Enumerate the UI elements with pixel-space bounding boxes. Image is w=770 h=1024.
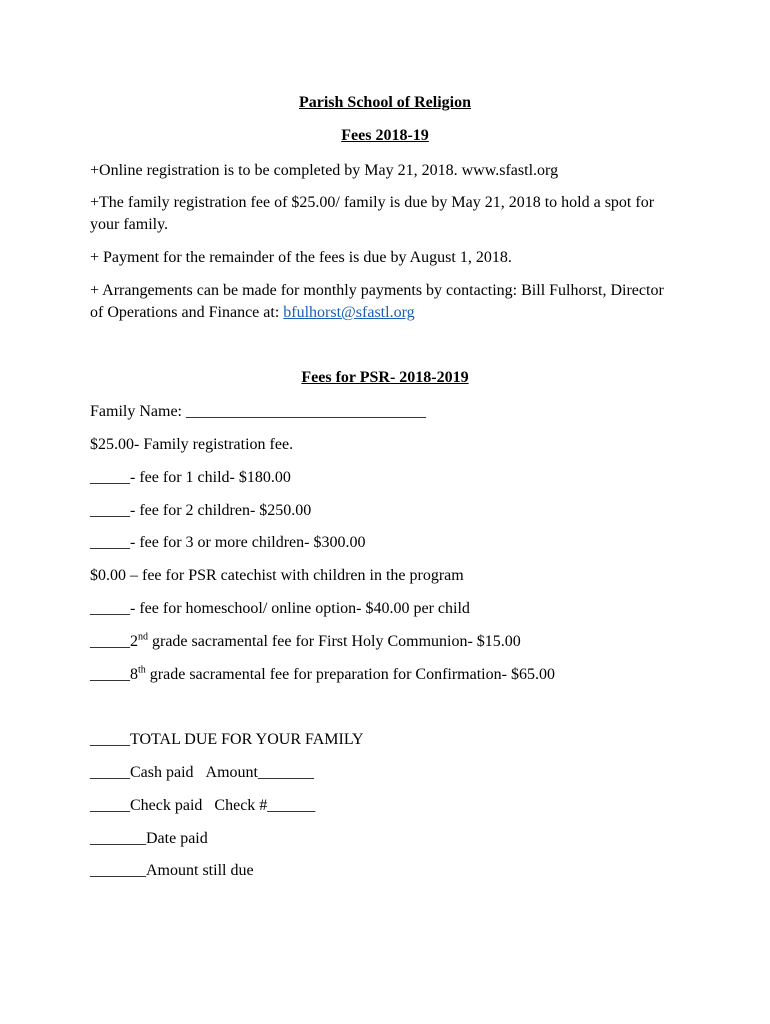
fees-section-title: Fees for PSR- 2018-2019 [301, 369, 469, 386]
fee-three-children: _____- fee for 3 or more children- $300.00 [90, 534, 366, 551]
info-arrangements-text: + Arrangements can be made for monthly payments by contacting: Bill Fulhorst, Director of Operations and Finance at: [90, 282, 664, 321]
info-registration-fee: +The family registration fee of $25.00/ family is due by May 21, 2018 to hold a spot for your family. [90, 194, 655, 233]
date-paid: _______Date paid [90, 830, 208, 847]
amount-still-due: _______Amount still due [90, 862, 254, 879]
cash-paid-row [90, 762, 690, 784]
confirmation-blank: _____8 [90, 666, 138, 683]
document-subtitle: Fees 2018-19 [341, 127, 429, 144]
check-paid-row [90, 795, 690, 817]
fee-confirmation [90, 664, 690, 686]
first-communion-blank: _____2 [90, 633, 138, 650]
info-online-registration: +Online registration is to be completed by May 21, 2018. www.sfastl.org [90, 162, 559, 179]
check-number-label: Check #______ [214, 797, 316, 814]
family-name-field: Family Name: ______________________________ [90, 403, 426, 420]
fee-first-communion [90, 631, 690, 653]
fee-two-children: _____- fee for 2 children- $250.00 [90, 502, 312, 519]
document-title: Parish School of Religion [298, 94, 471, 111]
first-communion-text: grade sacramental fee for First Holy Communion- $15.00 [148, 633, 521, 650]
first-communion-superscript: nd [138, 631, 148, 643]
fee-family-registration: $25.00- Family registration fee. [90, 436, 294, 453]
fee-homeschool: _____- fee for homeschool/ online option- $40.00 per child [90, 600, 470, 617]
cash-paid-label: _____Cash paid [90, 764, 194, 781]
confirmation-text: grade sacramental fee for preparation for Confirmation- $65.00 [145, 666, 555, 683]
cash-amount-label: Amount_______ [205, 764, 314, 781]
email-link[interactable]: bfulhorst@sfastl.org [283, 304, 415, 321]
fee-one-child: _____- fee for 1 child- $180.00 [90, 469, 291, 486]
info-payment-deadline: + Payment for the remainder of the fees is due by August 1, 2018. [90, 249, 512, 266]
confirmation-superscript: th [138, 664, 146, 676]
info-arrangements [90, 280, 670, 324]
check-paid-label: _____Check paid [90, 797, 203, 814]
fee-catechist: $0.00 – fee for PSR catechist with children in the program [90, 567, 464, 584]
total-due: _____TOTAL DUE FOR YOUR FAMILY [90, 731, 364, 748]
